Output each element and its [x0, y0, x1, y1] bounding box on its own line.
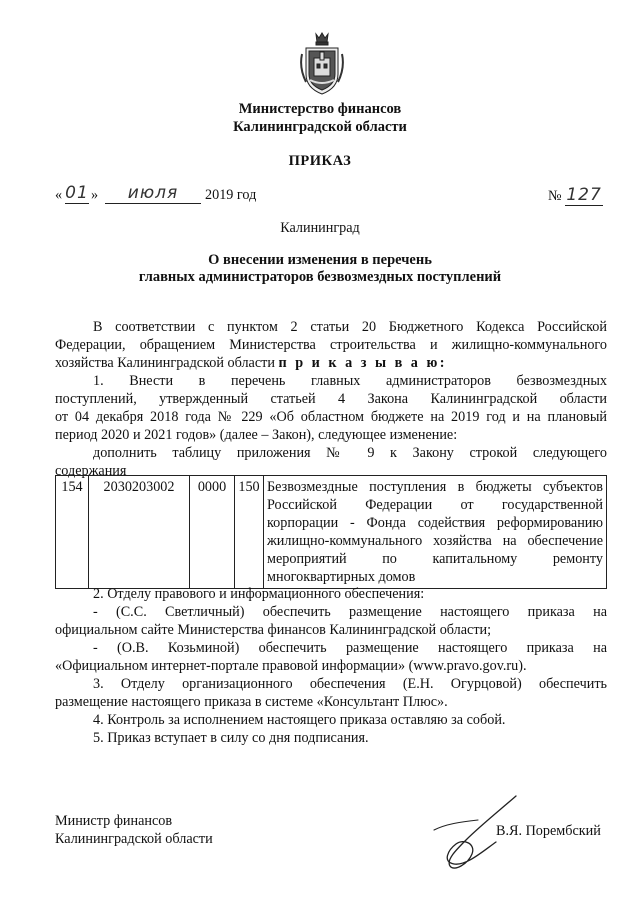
signatory-title-line2: Калининградской области [55, 831, 213, 847]
paragraph-line: содержания [55, 463, 127, 479]
number-prefix: № [548, 188, 562, 204]
table-cell-subcode: 0000 [190, 476, 235, 589]
table-cell-code-admin: 154 [56, 476, 89, 589]
number-value-handwritten: 127 [566, 185, 602, 205]
order-keyword: п р и к а з ы в а ю: [278, 355, 448, 371]
table-description-line: Безвозмездные поступления в бюджеты субъектов [267, 479, 603, 495]
table-cell-description [264, 476, 607, 589]
signatory-title [55, 812, 213, 848]
paragraph-line [55, 354, 607, 372]
subject-line1: О внесении изменения в перечень [208, 252, 432, 268]
date-month-handwritten: июля [105, 183, 201, 204]
paragraph-line: 4. Контроль за исполнением настоящего приказа оставляю за собой. [93, 712, 506, 728]
paragraph-line: 1. Внести в перечень главных администраторов безвозмездных [93, 373, 607, 389]
document-number [548, 185, 603, 206]
order-body-part2 [55, 585, 607, 747]
signatory-name: В.Я. Порембский [496, 823, 601, 839]
ministry-name-line2: Калининградской области [233, 119, 407, 135]
city-name: Калининград [280, 220, 360, 236]
paragraph-line: официальном сайте Министерства финансов Калининградской области; [55, 622, 492, 638]
date-year: 2019 год [205, 187, 257, 203]
signatory-title-line1: Министр финансов [55, 813, 173, 829]
table-description-line: многоквартирных домов [267, 569, 416, 585]
table-cell-type-code: 150 [235, 476, 264, 589]
paragraph-line: размещение настоящего приказа в системе «Консультант Плюс». [55, 694, 448, 710]
paragraph-line: - (С.С. Светличный) обеспечить размещение настоящего приказа на [93, 604, 607, 620]
coat-of-arms-emblem [298, 30, 346, 100]
table-description-line: Российской Федерации от государственной [267, 497, 603, 513]
table-description-line: жилищно-коммунального хозяйства на обеспечение [267, 533, 603, 549]
paragraph-line: В соответствии с пунктом 2 статьи 20 Бюджетного Кодекса Российской [93, 319, 607, 335]
paragraph-line: поступлений, утвержденный статьей 4 Закона Калининградской области [55, 391, 607, 407]
table-description-line: мероприятий по капитальному ремонту [267, 551, 603, 567]
order-body-part1 [55, 318, 607, 480]
paragraph-text: хозяйства Калининградской области [55, 355, 275, 371]
document-type-title: ПРИКАЗ [288, 153, 352, 169]
table-description-line: корпорации - Фонда содействия реформированию [267, 515, 603, 531]
date-close-quote: » [91, 187, 99, 203]
paragraph-line: период 2020 и 2021 годов» (далее – Закон), следующее изменение: [55, 427, 458, 443]
table-cell-income-code: 2030203002 [89, 476, 190, 589]
date-day-handwritten: 01 [65, 183, 89, 203]
date-open-quote: « [55, 187, 63, 203]
paragraph-line: - (О.В. Козьминой) обеспечить размещение настоящего приказа на [93, 640, 607, 656]
table-row [56, 476, 607, 589]
paragraph-line: Федерации, обращением Министерства строительства и жилищно-коммунального [55, 337, 607, 353]
ministry-name-line1: Министерство финансов [238, 101, 402, 117]
paragraph-line: 3. Отделу организационного обеспечения (Е.Н. Огурцовой) обеспечить [93, 676, 607, 692]
paragraph-line: 2. Отделу правового и информационного обеспечения: [93, 586, 425, 602]
paragraph-line: 5. Приказ вступает в силу со дня подписания. [93, 730, 369, 746]
subject-line2: главных администраторов безвозмездных поступлений [138, 269, 502, 285]
amendment-table [55, 475, 607, 589]
paragraph-line: от 04 декабря 2018 года № 229 «Об областном бюджете на 2019 год и на плановый [55, 409, 607, 425]
paragraph-line: «Официальном интернет-портале правовой информации» (www.pravo.gov.ru). [55, 658, 527, 674]
paragraph-line: дополнить таблицу приложения № 9 к Закону строкой следующего [93, 445, 607, 461]
